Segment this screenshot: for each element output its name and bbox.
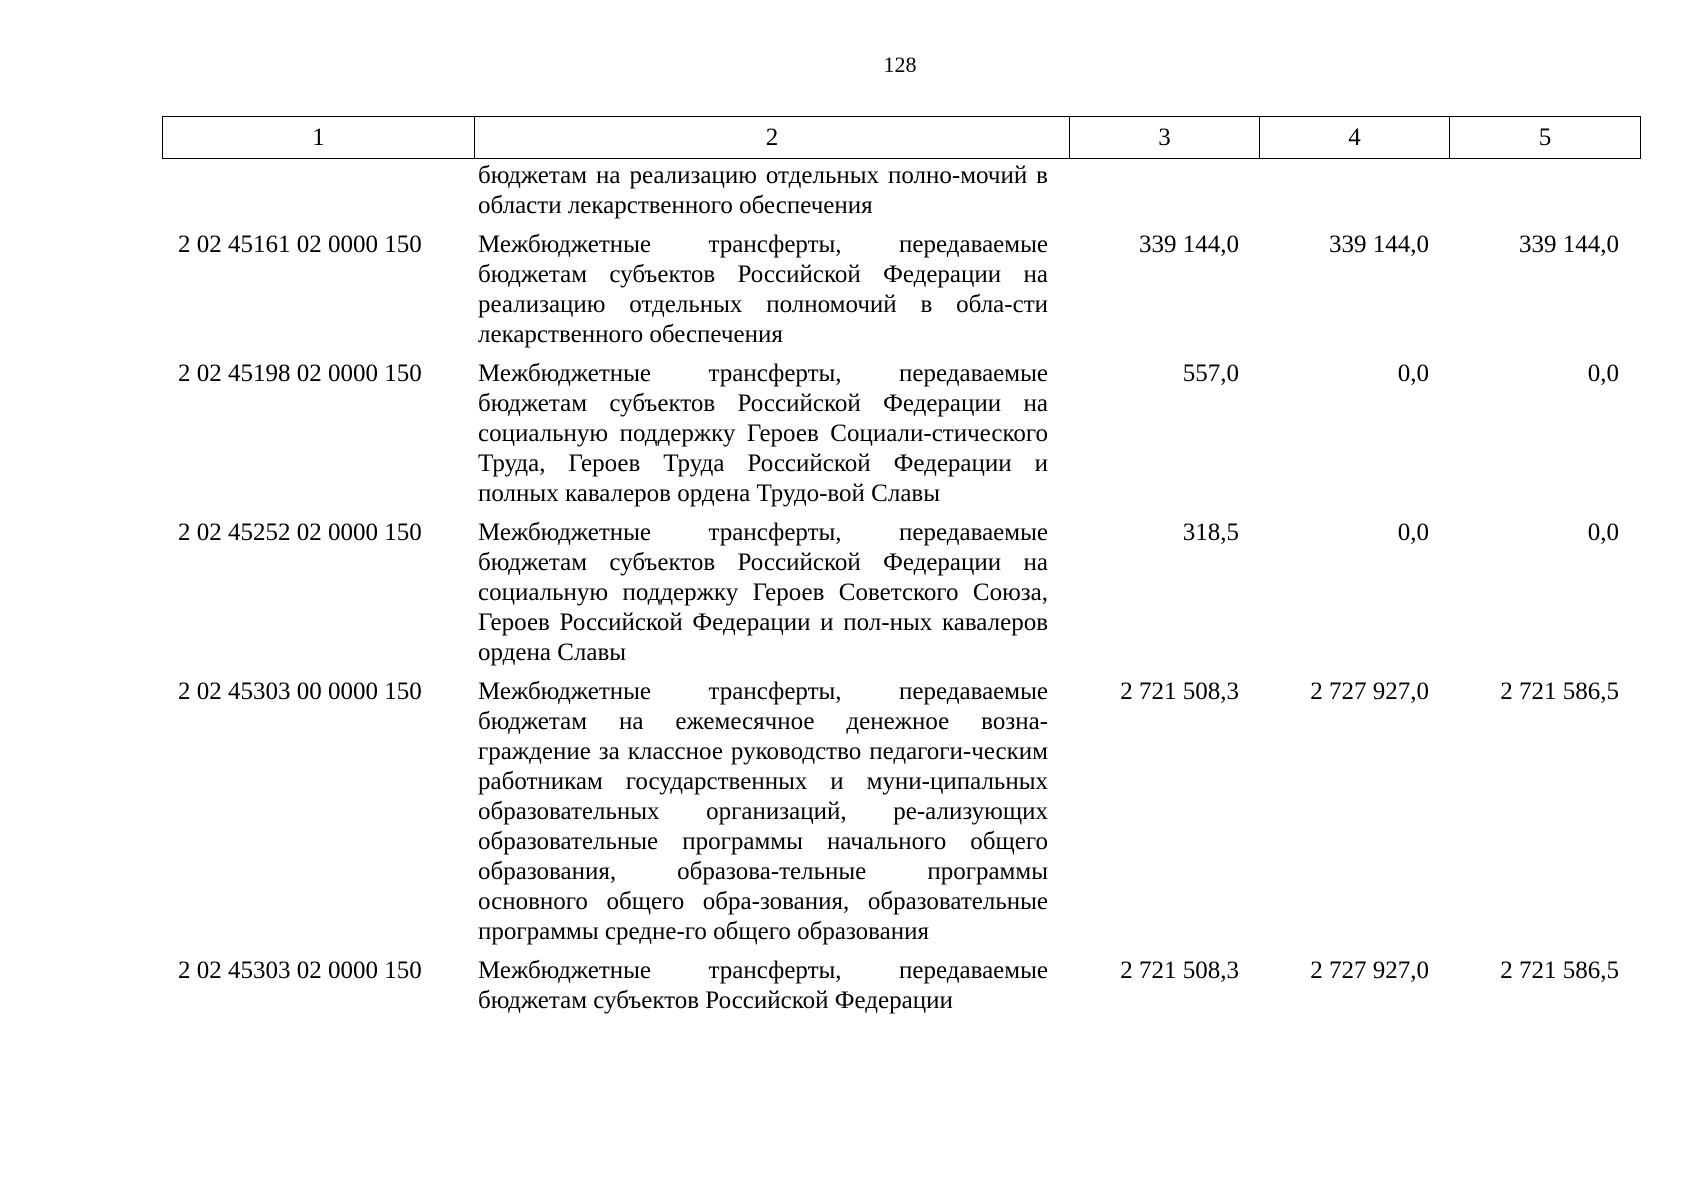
row-description: Межбюджетные трансферты, передаваемые бюджетам субъектов Российской Федерации на реализацию отдельных полномочий в обла-сти лекарственного обеспечения [478,231,1048,348]
table-body [162,161,1632,1025]
row-value-col3: 2 721 508,3 [1120,957,1239,984]
row-description: Межбюджетные трансферты, передаваемые бюджетам субъектов Российской Федерации на социальную поддержку Героев Советского Союза, Героев Российской Федерации и пол-ных кавалеров ордена Славы [478,519,1048,666]
table-row [162,230,1632,350]
row-value-col4: 339 144,0 [1329,231,1429,258]
header-col-4: 4 [1260,117,1450,159]
row-code: 2 02 45161 02 0000 150 [178,231,422,258]
header-col-1: 1 [163,117,475,159]
row-value-col4: 0,0 [1397,519,1429,546]
row-value-col4: 0,0 [1397,360,1429,387]
table-row [162,677,1632,947]
row-value-col3: 339 144,0 [1139,231,1239,258]
row-value-col4: 2 727 927,0 [1310,678,1429,705]
row-value-col5: 339 144,0 [1519,231,1619,258]
row-value-col3: 2 721 508,3 [1120,678,1239,705]
table-row [162,359,1632,509]
row-value-col5: 2 721 586,5 [1500,957,1619,984]
header-col-5: 5 [1450,117,1641,159]
row-value-col5: 0,0 [1587,519,1619,546]
row-value-col5: 2 721 586,5 [1500,678,1619,705]
header-row [163,117,1641,159]
table-header [162,116,1641,159]
row-description: бюджетам на реализацию отдельных полно-мочий в области лекарственного обеспечения [478,162,1048,219]
row-value-col4: 2 727 927,0 [1310,957,1429,984]
row-value-col3: 557,0 [1182,360,1239,387]
header-col-2: 2 [475,117,1070,159]
row-code: 2 02 45303 00 0000 150 [178,678,422,705]
row-description: Межбюджетные трансферты, передаваемые бюджетам субъектов Российской Федерации на социальную поддержку Героев Социали-стического Труда, Героев Труда Российской Федерации и полных кавалеров ордена Трудо-вой Славы [478,360,1048,507]
row-description: Межбюджетные трансферты, передаваемые бюджетам на ежемесячное денежное возна-граждение за классное руководство педагоги-ческим работникам государственных и муни-ципальных образовательных организаций, ре-ализующих образовательные программы начального общего образования, образова-тельные программы основного общего обра-зования, образовательные программы средне-го общего образования [478,678,1048,945]
table-row [162,956,1632,1016]
page-number: 128 [883,52,917,77]
row-code: 2 02 45303 02 0000 150 [178,957,422,984]
row-value-col3: 318,5 [1182,519,1239,546]
table-row [162,161,1632,221]
row-description: Межбюджетные трансферты, передаваемые бюджетам субъектов Российской Федерации [478,957,1048,1014]
table-row [162,518,1632,668]
header-col-3: 3 [1070,117,1260,159]
row-value-col5: 0,0 [1587,360,1619,387]
row-code: 2 02 45198 02 0000 150 [178,360,422,387]
row-code: 2 02 45252 02 0000 150 [178,519,422,546]
